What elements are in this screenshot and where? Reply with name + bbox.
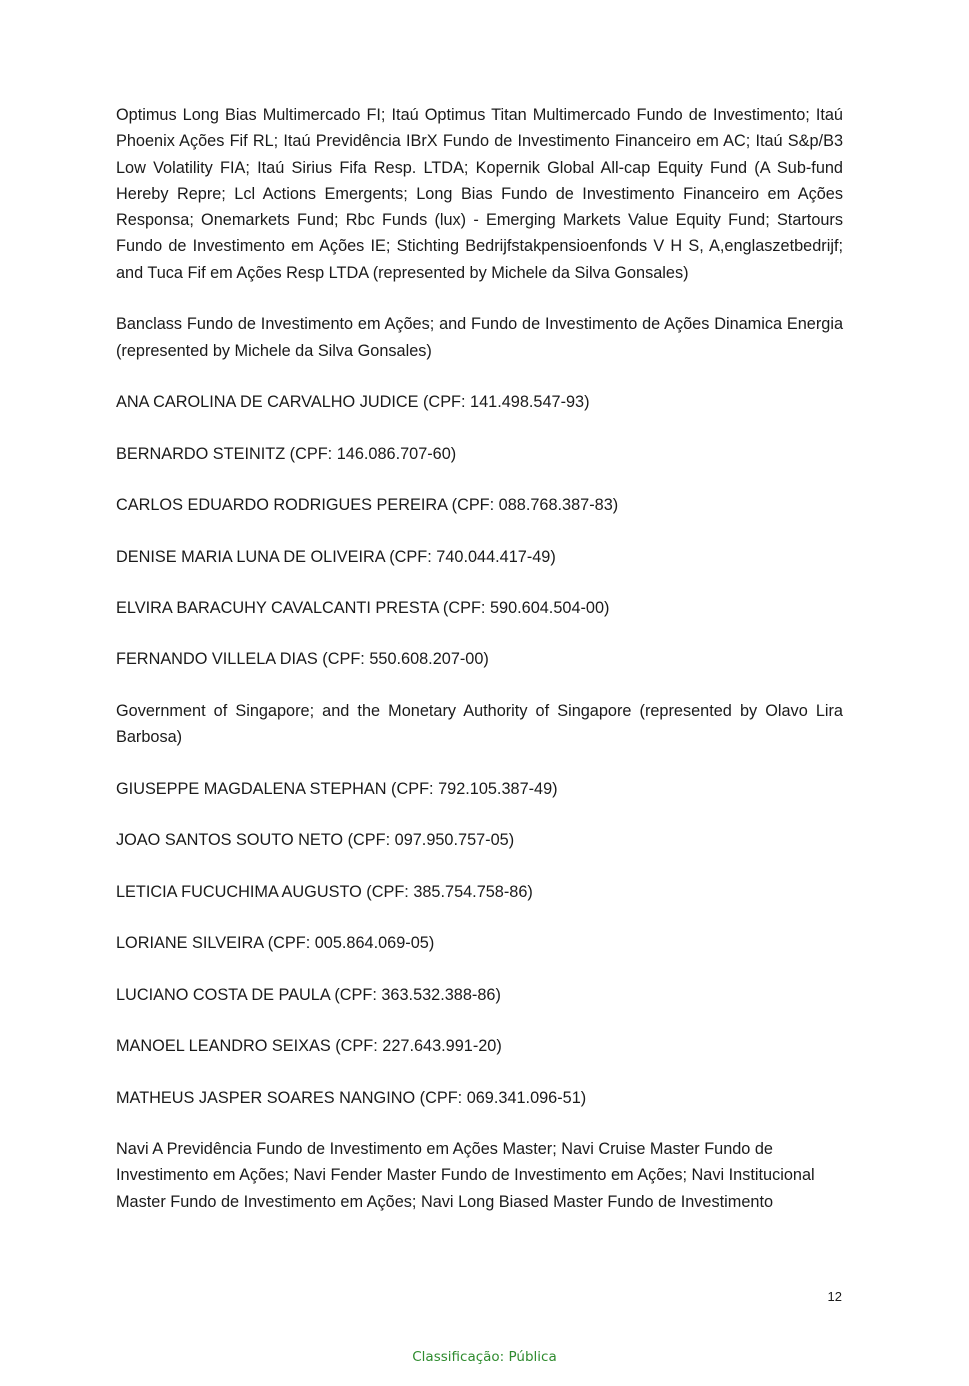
shareholder-entry: BERNARDO STEINITZ (CPF: 146.086.707-60) [116, 444, 457, 463]
shareholder-entry: LUCIANO COSTA DE PAULA (CPF: 363.532.388-86) [116, 985, 501, 1004]
shareholder-entry: FERNANDO VILLELA DIAS (CPF: 550.608.207-00) [116, 650, 489, 669]
shareholder-entry: CARLOS EDUARDO RODRIGUES PEREIRA (CPF: 088.768.387-83) [116, 496, 619, 515]
shareholder-entry: MANOEL LEANDRO SEIXAS (CPF: 227.643.991-20) [116, 1037, 502, 1056]
classification-label: Classificação: Pública [412, 1349, 557, 1365]
shareholder-entry: LORIANE SILVEIRA (CPF: 005.864.069-05) [116, 934, 435, 953]
shareholder-entry: LETICIA FUCUCHIMA AUGUSTO (CPF: 385.754.758-86) [116, 882, 533, 901]
shareholder-entry: ANA CAROLINA DE CARVALHO JUDICE (CPF: 141.498.547-93) [116, 393, 590, 412]
paragraph-banclass: Banclass Fundo de Investimento em Ações; and Fundo de Investimento de Ações Dinamica Energia (represented by Michele da Silva Gonsales) [116, 315, 843, 360]
paragraph-fund-list: Optimus Long Bias Multimercado FI; Itaú Optimus Titan Multimercado Fundo de Investimento; Itaú Phoenix Ações Fif RL; Itaú Previdência IBrX Fundo de Investimento Financeiro em AC; Itaú S&p/B3 Low Volatility FIA; Itaú Sirius Fifa Resp. LTDA; Kopernik Global All-cap Equity Fund (A Sub-fund Hereby Repre; Lcl Actions Emergents; Long Bias Fundo de Investimento Financeiro em Ações Responsa; Onemarkets Fund; Rbc Funds (lux) - Emerging Markets Value Equity Fund; Startours Fundo de Investimento em Ações IE; Stichting Bedrijfstakpensioenfonds V H S, A,englaszetbedrijf; and Tuca Fif em Ações Resp LTDA (represented by Michele da Silva Gonsales) [116, 106, 843, 282]
shareholder-entry: MATHEUS JASPER SOARES NANGINO (CPF: 069.341.096-51) [116, 1088, 587, 1107]
shareholder-entry: ELVIRA BARACUHY CAVALCANTI PRESTA (CPF: 590.604.504-00) [116, 598, 610, 617]
shareholder-entry: DENISE MARIA LUNA DE OLIVEIRA (CPF: 740.044.417-49) [116, 547, 556, 566]
shareholder-entry: GIUSEPPE MAGDALENA STEPHAN (CPF: 792.105.387-49) [116, 779, 558, 798]
page-body [116, 102, 843, 1240]
page-number: 12 [827, 1289, 842, 1304]
shareholder-entry: JOAO SANTOS SOUTO NETO (CPF: 097.950.757-05) [116, 831, 515, 850]
paragraph-singapore: Government of Singapore; and the Monetary Authority of Singapore (represented by Olavo Lira Barbosa) [116, 701, 843, 747]
paragraph-navi-funds: Navi A Previdência Fundo de Investimento em Ações Master; Navi Cruise Master Fundo de Investimento em Ações; Navi Fender Master Fundo de Investimento em Ações; Navi Institucional Master Fundo de Investimento em Ações; Navi Long Biased Master Fundo de Investimento [116, 1140, 815, 1211]
